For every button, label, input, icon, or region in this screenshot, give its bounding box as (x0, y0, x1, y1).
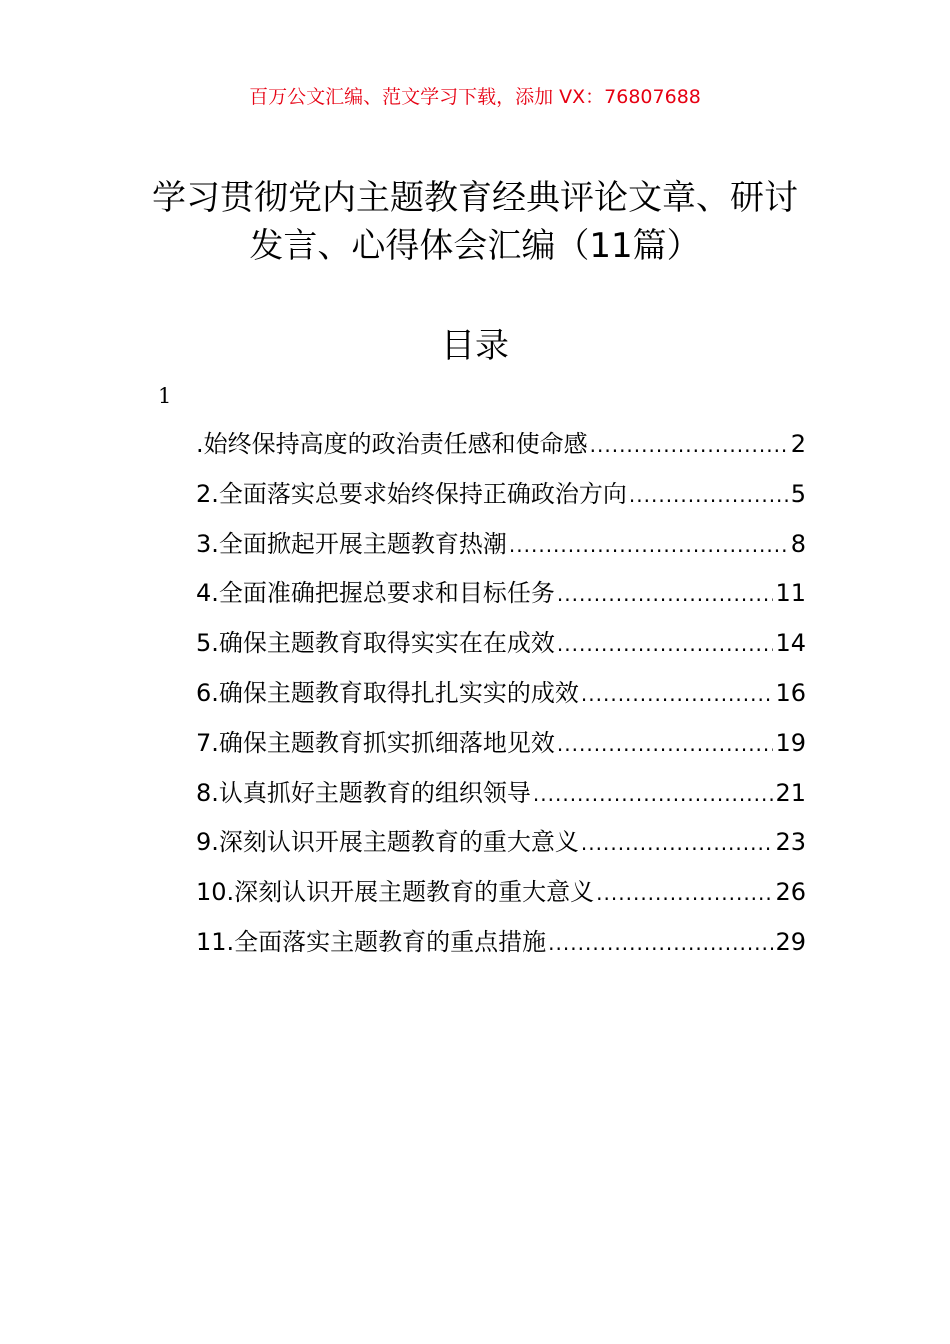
toc-entry-page: 16 (775, 678, 806, 707)
toc-entry-title[interactable]: 5.确保主题教育取得实实在在成效 (196, 629, 555, 658)
toc-entry-title[interactable]: 11.全面落实主题教育的重点措施 (196, 927, 547, 956)
toc-entry[interactable] (196, 723, 806, 773)
toc-entry-page: 23 (775, 828, 806, 857)
toc-entry[interactable] (196, 872, 806, 922)
toc-entry-title[interactable]: 8.认真抓好主题教育的组织领导 (196, 778, 531, 807)
toc-leader-dots (590, 425, 789, 465)
toc-leader-dots (557, 574, 774, 614)
toc-entry[interactable] (196, 773, 806, 823)
toc-entry-title[interactable]: 4.全面准确把握总要求和目标任务 (196, 579, 555, 608)
toc-leader-dots (533, 774, 774, 814)
toc-entry-title[interactable]: 2.全面落实总要求始终保持正确政治方向 (196, 479, 627, 508)
toc-entry[interactable] (196, 673, 806, 723)
toc-entry-title[interactable]: 7.确保主题教育抓实抓细落地见效 (196, 728, 555, 757)
toc-leader-dots (581, 674, 774, 714)
toc-entry-page: 19 (775, 728, 806, 757)
table-of-contents (196, 424, 806, 972)
toc-leader-dots (509, 525, 789, 565)
toc-leader-dots (557, 724, 774, 764)
header-note: 百万公文汇编、范文学习下载，添加 VX：76807688 (249, 86, 701, 108)
toc-entry[interactable] (196, 524, 806, 574)
toc-leader-dots (548, 923, 773, 963)
toc-entry[interactable] (196, 424, 806, 474)
document-title: 学习贯彻党内主题教育经典评论文章、研讨发言、心得体会汇编（11篇） (152, 178, 798, 266)
toc-entry-title[interactable]: 6.确保主题教育取得扎扎实实的成效 (196, 678, 579, 707)
toc-entry-title[interactable]: 10.深刻认识开展主题教育的重大意义 (196, 878, 595, 907)
toc-entry[interactable] (196, 474, 806, 524)
toc-entry[interactable] (196, 922, 806, 972)
toc-entry[interactable] (196, 822, 806, 872)
toc-leader-dots (596, 873, 773, 913)
toc-entry-page: 2 (790, 430, 806, 458)
toc-leader-dots (629, 475, 789, 515)
toc-leader-dots (557, 624, 774, 664)
toc-entry-title[interactable]: .始终保持高度的政治责任感和使命感 (196, 430, 588, 458)
toc-entry-page: 8 (790, 529, 806, 558)
toc-heading: 目录 (441, 326, 509, 366)
toc-marker: 1 (158, 384, 172, 408)
toc-entry-page: 26 (775, 878, 806, 907)
toc-entry-page: 14 (775, 629, 806, 658)
toc-entry[interactable] (196, 623, 806, 673)
toc-entry-page: 29 (775, 927, 806, 956)
toc-entry-title[interactable]: 3.全面掀起开展主题教育热潮 (196, 529, 507, 558)
toc-entry[interactable] (196, 573, 806, 623)
toc-entry-page: 11 (775, 579, 806, 608)
toc-entry-page: 5 (790, 479, 806, 508)
toc-entry-page: 21 (775, 778, 806, 807)
toc-leader-dots (581, 823, 774, 863)
toc-entry-title[interactable]: 9.深刻认识开展主题教育的重大意义 (196, 828, 579, 857)
